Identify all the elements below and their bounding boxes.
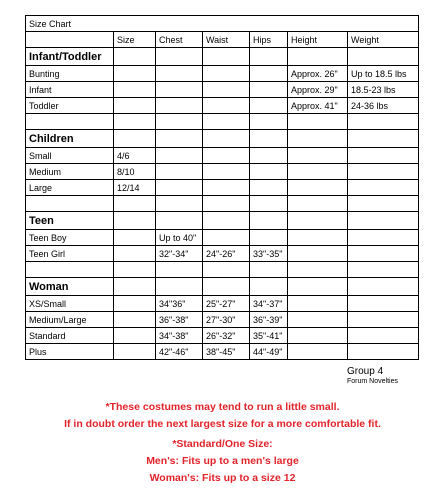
table-cell: 25"-27"	[203, 296, 250, 312]
empty-cell	[114, 114, 156, 130]
table-row	[26, 66, 419, 82]
section-row	[26, 48, 419, 66]
table-cell	[203, 82, 250, 98]
row-label: Toddler	[26, 98, 114, 114]
table-cell	[348, 328, 419, 344]
table-row	[26, 344, 419, 360]
table-cell	[250, 230, 288, 246]
section-title: Children	[26, 130, 114, 148]
empty-cell	[156, 262, 203, 278]
table-cell: Approx. 29"	[288, 82, 348, 98]
row-label: Teen Girl	[26, 246, 114, 262]
empty-cell	[250, 114, 288, 130]
section-row	[26, 130, 419, 148]
row-label: Bunting	[26, 66, 114, 82]
empty-cell	[203, 262, 250, 278]
group-vendor: Forum Novelties	[347, 378, 398, 385]
table-row	[26, 164, 419, 180]
table-cell	[114, 246, 156, 262]
column-header: Size	[114, 32, 156, 48]
empty-cell	[288, 212, 348, 230]
table-cell	[156, 98, 203, 114]
empty-cell	[156, 278, 203, 296]
table-cell: 18.5-23 lbs	[348, 82, 419, 98]
empty-cell	[114, 196, 156, 212]
table-cell	[156, 148, 203, 164]
empty-cell	[288, 114, 348, 130]
row-label: Small	[26, 148, 114, 164]
table-cell	[288, 230, 348, 246]
row-label: Infant	[26, 82, 114, 98]
table-row	[26, 230, 419, 246]
table-cell: Approx. 26"	[288, 66, 348, 82]
empty-cell	[156, 212, 203, 230]
table-cell	[114, 66, 156, 82]
table-cell: 35"-41"	[250, 328, 288, 344]
table-cell	[250, 82, 288, 98]
row-label: Teen Boy	[26, 230, 114, 246]
table-cell	[348, 344, 419, 360]
table-cell	[250, 180, 288, 196]
table-cell	[114, 312, 156, 328]
table-cell: 34"36"	[156, 296, 203, 312]
empty-cell	[348, 262, 419, 278]
table-cell	[114, 344, 156, 360]
empty-cell	[114, 212, 156, 230]
empty-cell	[348, 130, 419, 148]
empty-cell	[348, 196, 419, 212]
empty-cell	[114, 262, 156, 278]
empty-cell	[288, 130, 348, 148]
table-cell	[156, 66, 203, 82]
size-chart-table	[25, 15, 419, 360]
table-cell: 33"-35"	[250, 246, 288, 262]
table-row	[26, 312, 419, 328]
table-cell	[114, 230, 156, 246]
table-cell: 38"-45"	[203, 344, 250, 360]
note-mens-fit: Men's: Fits up to a men's large	[146, 455, 299, 467]
table-cell	[348, 164, 419, 180]
spacer-row	[26, 114, 419, 130]
section-title: Teen	[26, 212, 114, 230]
empty-cell	[288, 196, 348, 212]
table-cell	[348, 312, 419, 328]
empty-cell	[348, 114, 419, 130]
row-label: Large	[26, 180, 114, 196]
empty-cell	[203, 212, 250, 230]
table-cell	[203, 148, 250, 164]
empty-cell	[26, 262, 114, 278]
table-row	[26, 296, 419, 312]
table-cell: 36"-38"	[156, 312, 203, 328]
table-cell	[203, 164, 250, 180]
empty-cell	[288, 48, 348, 66]
empty-cell	[156, 114, 203, 130]
table-cell	[348, 230, 419, 246]
empty-cell	[250, 278, 288, 296]
table-cell	[348, 246, 419, 262]
empty-cell	[203, 278, 250, 296]
empty-cell	[348, 212, 419, 230]
note-order-larger: If in doubt order the next largest size for a more comfortable fit.	[64, 418, 381, 430]
table-cell	[288, 344, 348, 360]
empty-cell	[348, 278, 419, 296]
empty-cell	[203, 114, 250, 130]
column-header: Chest	[156, 32, 203, 48]
empty-cell	[203, 48, 250, 66]
empty-cell	[288, 262, 348, 278]
table-cell: 26"-32"	[203, 328, 250, 344]
table-cell	[348, 296, 419, 312]
table-cell: 24"-26"	[203, 246, 250, 262]
row-label: Medium/Large	[26, 312, 114, 328]
empty-cell	[250, 212, 288, 230]
empty-cell	[114, 130, 156, 148]
empty-cell	[250, 196, 288, 212]
row-label: XS/Small	[26, 296, 114, 312]
empty-cell	[156, 130, 203, 148]
table-cell: Up to 40"	[156, 230, 203, 246]
empty-cell	[114, 278, 156, 296]
section-title: Infant/Toddler	[26, 48, 114, 66]
table-cell	[203, 66, 250, 82]
column-header: Hips	[250, 32, 288, 48]
group-number: Group 4	[347, 366, 384, 377]
table-cell	[203, 180, 250, 196]
table-cell: 42"-46"	[156, 344, 203, 360]
table-cell	[114, 296, 156, 312]
table-cell	[156, 82, 203, 98]
section-row	[26, 278, 419, 296]
table-cell	[114, 98, 156, 114]
table-cell: 44"-49"	[250, 344, 288, 360]
table-row	[26, 328, 419, 344]
table-row	[26, 246, 419, 262]
empty-cell	[288, 278, 348, 296]
header-corner	[26, 32, 114, 48]
table-row	[26, 82, 419, 98]
table-cell	[250, 66, 288, 82]
table-cell: 34"-38"	[156, 328, 203, 344]
table-cell: 4/6	[114, 148, 156, 164]
table-cell	[203, 98, 250, 114]
note-standard-size: *Standard/One Size:	[172, 438, 273, 450]
table-cell: 12/14	[114, 180, 156, 196]
table-cell	[156, 180, 203, 196]
empty-cell	[26, 114, 114, 130]
table-cell	[250, 148, 288, 164]
table-cell	[250, 98, 288, 114]
row-label: Standard	[26, 328, 114, 344]
table-cell: 34"-37"	[250, 296, 288, 312]
empty-cell	[348, 48, 419, 66]
empty-cell	[250, 130, 288, 148]
table-cell	[288, 328, 348, 344]
size-chart	[25, 15, 418, 385]
column-header: Weight	[348, 32, 419, 48]
table-cell: 8/10	[114, 164, 156, 180]
table-cell	[288, 246, 348, 262]
empty-cell	[156, 196, 203, 212]
table-cell	[348, 180, 419, 196]
row-label: Medium	[26, 164, 114, 180]
table-cell: 32"-34"	[156, 246, 203, 262]
table-cell	[250, 164, 288, 180]
note-runs-small: *These costumes may tend to run a little small.	[105, 401, 340, 413]
column-header: Waist	[203, 32, 250, 48]
table-cell	[288, 180, 348, 196]
table-row	[26, 148, 419, 164]
table-cell: Approx. 41"	[288, 98, 348, 114]
section-row	[26, 212, 419, 230]
empty-cell	[203, 130, 250, 148]
table-cell	[288, 164, 348, 180]
table-cell	[156, 164, 203, 180]
table-cell: 27"-30"	[203, 312, 250, 328]
group-label	[347, 366, 398, 386]
table-cell	[114, 82, 156, 98]
table-cell: 24-36 lbs	[348, 98, 419, 114]
note-womans-fit: Woman's: Fits up to a size 12	[149, 472, 296, 484]
empty-cell	[250, 262, 288, 278]
empty-cell	[156, 48, 203, 66]
spacer-row	[26, 262, 419, 278]
table-cell: Up to 18.5 lbs	[348, 66, 419, 82]
table-cell	[114, 328, 156, 344]
empty-cell	[26, 196, 114, 212]
table-cell	[288, 296, 348, 312]
table-cell	[288, 148, 348, 164]
table-cell	[288, 312, 348, 328]
chart-title: Size Chart	[26, 16, 419, 32]
table-cell	[203, 230, 250, 246]
empty-cell	[250, 48, 288, 66]
section-title: Woman	[26, 278, 114, 296]
table-cell	[348, 148, 419, 164]
row-label: Plus	[26, 344, 114, 360]
spacer-row	[26, 196, 419, 212]
column-header: Height	[288, 32, 348, 48]
table-row	[26, 98, 419, 114]
empty-cell	[114, 48, 156, 66]
table-cell: 36"-39"	[250, 312, 288, 328]
sizing-notes	[0, 399, 445, 487]
table-row	[26, 180, 419, 196]
empty-cell	[203, 196, 250, 212]
